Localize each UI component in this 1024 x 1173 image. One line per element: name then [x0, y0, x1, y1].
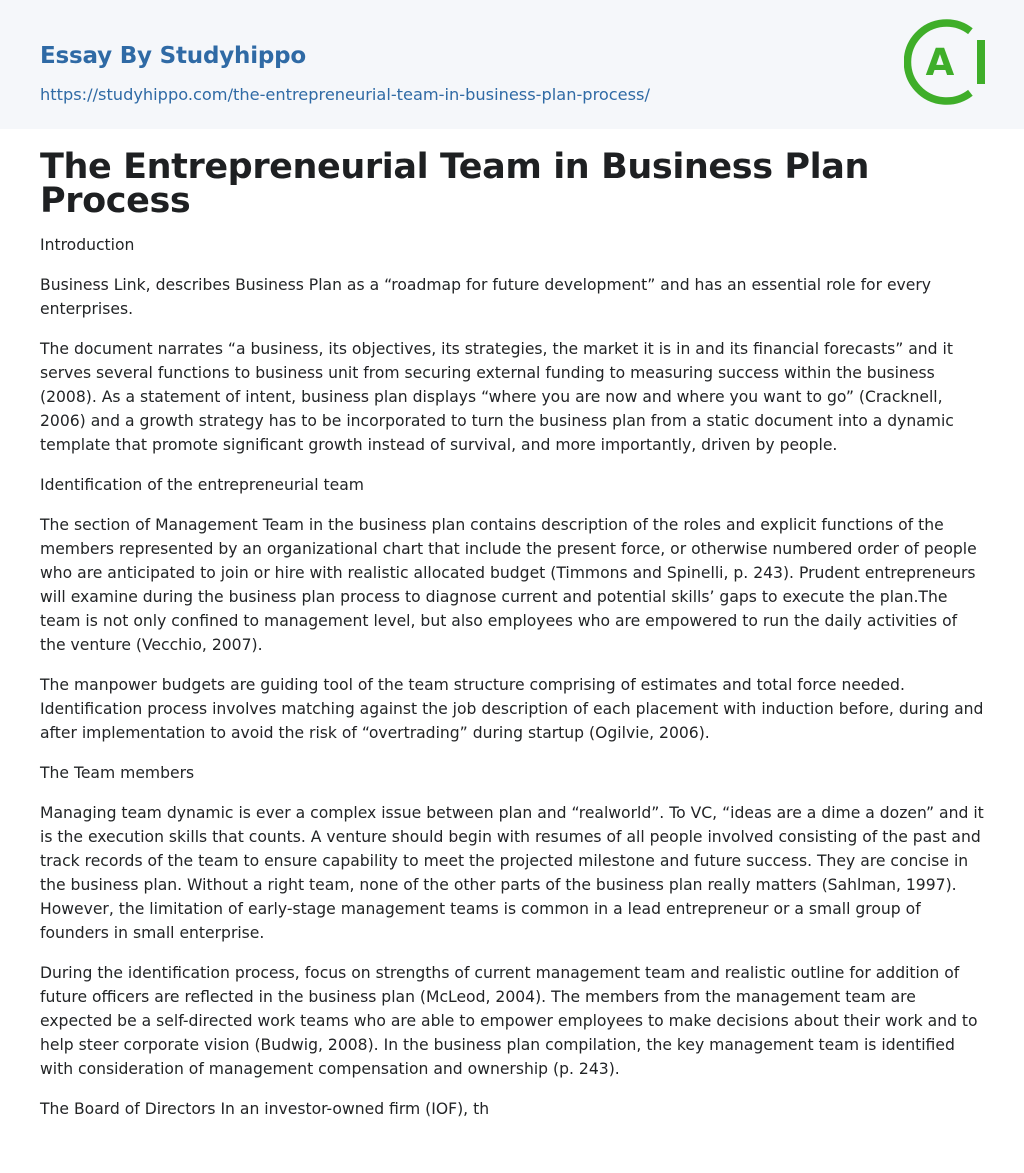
- essay-paragraph: During the identification process, focus on strengths of current management team and realistic outline for addition of future officers are reflected in the business plan (McLeod, 2004). The members from the management team are expected be a self-directed work teams who are able to empower employees to make decisions about their work and to help steer corporate vision (Budwig, 2008). In the business plan compilation, the key management team is identified with consideration of management compensation and ownership (p. 243).: [40, 964, 978, 1078]
- logo-letter: A: [925, 41, 955, 84]
- essay-paragraph: Business Link, describes Business Plan as a “roadmap for future development” and has an essential role for every enterprises.: [40, 276, 932, 318]
- essay-content: [40, 147, 984, 1137]
- essay-paragraph: The manpower budgets are guiding tool of the team structure comprising of estimates and total force needed. Identification process involves matching against the job description of each placement with induction before, during and after implementation to avoid the risk of “overtrading” during startup (Ogilvie, 2006).: [40, 676, 984, 742]
- essay-title: The Entrepreneurial Team in Business Plan Process: [40, 147, 870, 221]
- section-heading-introduction: Introduction: [40, 236, 135, 254]
- site-brand: Essay By Studyhippo: [40, 43, 307, 69]
- studyhippo-logo-icon[interactable]: [904, 17, 994, 107]
- essay-paragraph: Managing team dynamic is ever a complex issue between plan and “realworld”. To VC, “ideas are a dime a dozen” and it is the execution skills that counts. A venture should begin with resumes of all people involved consisting of the past and track records of the team to ensure capability to meet the projected milestone and future success. They are concise in the business plan. Without a right team, none of the other parts of the business plan really matters (Sahlman, 1997). However, the limitation of early-stage management teams is common in a lead entrepreneur or a small group of founders in small enterprise.: [40, 804, 984, 942]
- site-header: [0, 0, 1024, 129]
- essay-paragraph-truncated: The Board of Directors In an investor-owned firm (IOF), th: [40, 1100, 490, 1118]
- section-heading-identification: Identification of the entrepreneurial team: [40, 476, 364, 494]
- section-heading-team-members: The Team members: [40, 764, 195, 782]
- essay-paragraph: The section of Management Team in the business plan contains description of the roles and explicit functions of the members represented by an organizational chart that include the present force, or otherwise numbered order of people who are anticipated to join or hire with realistic allocated budget (Timmons and Spinelli, p. 243). Prudent entrepreneurs will examine during the business plan process to diagnose current and potential skills’ gaps to execute the plan.The team is not only confined to management level, but also employees who are empowered to run the daily activities of the venture (Vecchio, 2007).: [40, 516, 977, 654]
- essay-paragraph: The document narrates “a business, its objectives, its strategies, the market it is in and its financial forecasts” and it serves several functions to business unit from securing external funding to measuring success within the business (2008). As a statement of intent, business plan displays “where you are now and where you want to go” (Cracknell, 2006) and a growth strategy has to be incorporated to turn the business plan from a static document into a dynamic template that promote significant growth instead of survival, and more importantly, driven by people.: [40, 340, 954, 454]
- source-url-link[interactable]: https://studyhippo.com/the-entrepreneurial-team-in-business-plan-process/: [40, 85, 650, 104]
